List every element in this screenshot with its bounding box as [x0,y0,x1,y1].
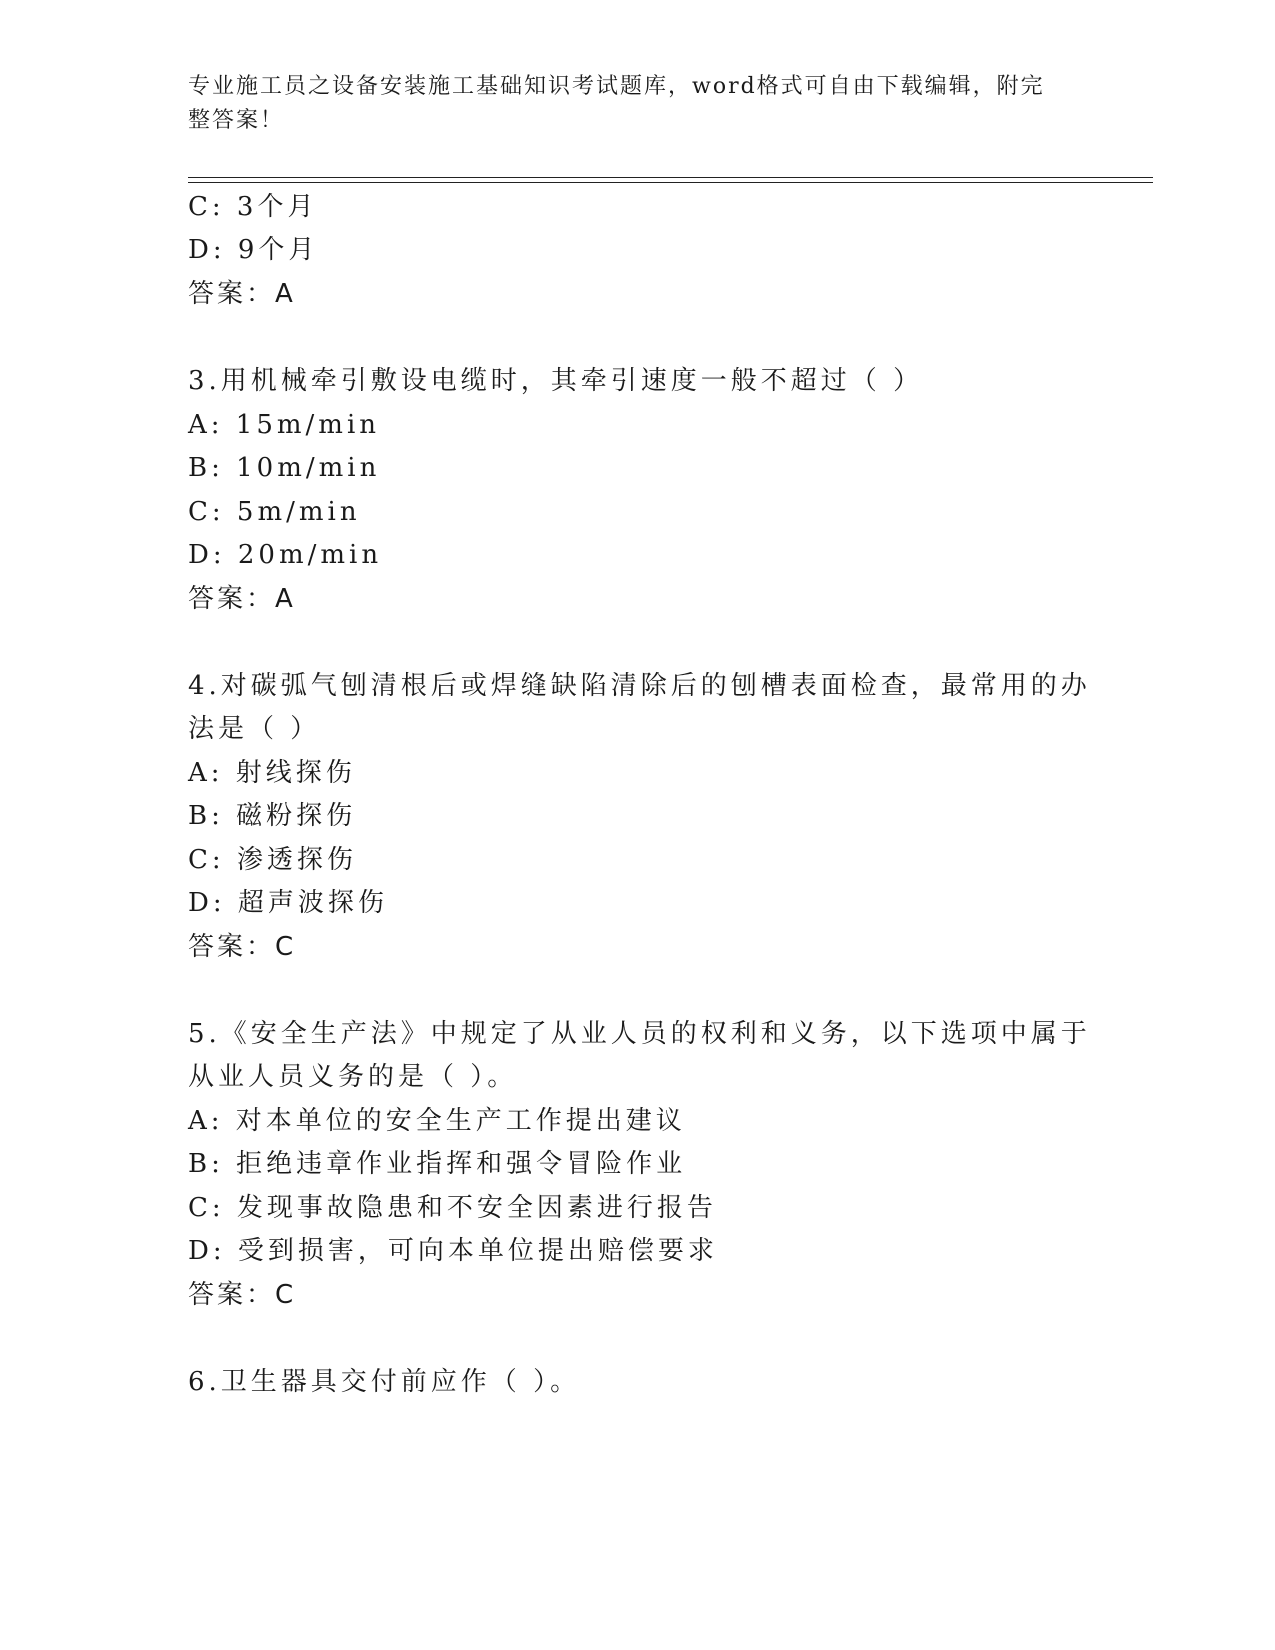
option-line: C: 5m/min [188,497,361,527]
option-line: D: 20m/min [188,540,383,570]
header-divider-top [188,177,1153,178]
question-line: 6.卫生器具交付前应作（ ）。 [188,1367,581,1397]
question-line: 4.对碳弧气刨清根后或焊缝缺陷清除后的刨槽表面检查，最常用的办 [188,671,1091,701]
option-line: D: 超声波探伤 [188,888,388,918]
option-line: D: 受到损害，可向本单位提出赔偿要求 [188,1236,718,1266]
answer-line: 答案：C [188,932,297,962]
option-line: C: 发现事故隐患和不安全因素进行报告 [188,1193,717,1223]
question-line: 从业人员义务的是（ ）。 [188,1062,518,1092]
option-line: C: 渗透探伤 [188,845,357,875]
question-line: 3.用机械牵引敷设电缆时，其牵引速度一般不超过（ ） [188,366,924,396]
answer-line: 答案：A [188,279,296,309]
option-line: B: 磁粉探伤 [188,801,357,831]
option-line: C: 3个月 [188,192,318,222]
option-line: D: 9个月 [188,235,319,265]
answer-line: 答案：C [188,1280,297,1310]
option-line: A: 射线探伤 [188,758,356,788]
question-line: 5.《安全生产法》中规定了从业人员的权利和义务，以下选项中属于 [188,1019,1091,1049]
page-header-title: 专业施工员之设备安装施工基础知识考试题库，word格式可自由下载编辑，附完整答案！ [188,74,1045,133]
option-line: B: 拒绝违章作业指挥和强令冒险作业 [188,1149,687,1179]
option-line: B: 10m/min [188,453,381,483]
option-line: A: 15m/min [188,410,381,440]
header-divider-bottom [188,182,1153,183]
answer-line: 答案：A [188,584,296,614]
option-line: A: 对本单位的安全生产工作提出建议 [188,1106,686,1136]
question-line: 法是（ ） [188,714,321,744]
